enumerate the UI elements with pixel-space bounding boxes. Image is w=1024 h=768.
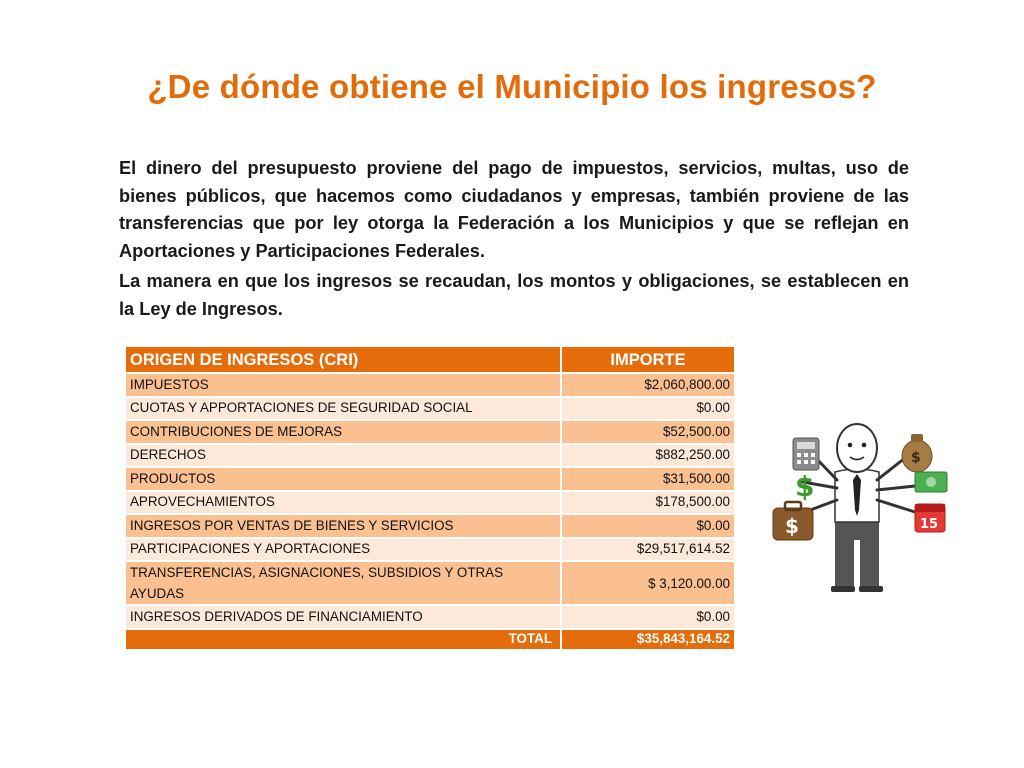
intro-paragraph: El dinero del presupuesto proviene del pago de impuestos, servicios, multas, uso de bienes públicos, que hacemos como ciudadanos y empresas, también proviene de las transferencias que por ley otorga la Federación a los Municipios y que se reflejan en Aportaciones y Participaciones Federales. <box>119 158 909 261</box>
arm-upper-right <box>877 458 905 480</box>
row-amount: $2,060,800.00 <box>562 374 734 396</box>
money-bag-icon <box>902 434 932 472</box>
row-amount: $882,250.00 <box>562 445 734 467</box>
dollar-sign-icon: $ <box>795 470 815 503</box>
total-row <box>126 630 734 649</box>
row-concept: CONTRIBUCIONES DE MEJORAS <box>126 421 560 443</box>
table-row <box>126 539 734 561</box>
row-concept: INGRESOS DERIVADOS DE FINANCIAMIENTO <box>126 606 560 628</box>
header-amount: IMPORTE <box>562 347 734 372</box>
left-leg <box>835 538 854 588</box>
svg-text:$: $ <box>785 514 799 538</box>
row-concept: APROVECHAMIENTOS <box>126 492 560 514</box>
table-row <box>126 562 734 604</box>
row-concept: TRANSFERENCIAS, ASIGNACIONES, SUBSIDIOS Y OTRAS AYUDAS <box>126 562 560 604</box>
right-shoe <box>859 586 883 592</box>
right-eye <box>862 443 867 448</box>
row-amount: $178,500.00 <box>562 492 734 514</box>
left-eye <box>848 443 853 448</box>
calendar-day: 15 <box>920 517 939 532</box>
calculator-icon <box>793 438 819 470</box>
header-origin: ORIGEN DE INGRESOS (CRI) <box>126 347 560 372</box>
row-amount: $52,500.00 <box>562 421 734 443</box>
row-concept: DERECHOS <box>126 445 560 467</box>
total-label: TOTAL <box>126 630 560 649</box>
head <box>837 424 877 472</box>
law-paragraph: La manera en que los ingresos se recaudan, los montos y obligaciones, se establecen en la Ley de Ingresos. <box>119 271 909 319</box>
row-concept: IMPUESTOS <box>126 374 560 396</box>
row-amount: $0.00 <box>562 606 734 628</box>
table-row <box>126 606 734 628</box>
row-amount: $0.00 <box>562 515 734 537</box>
table-header-row <box>126 347 734 372</box>
arm-mid-right <box>877 486 915 490</box>
briefcase-icon <box>773 502 813 540</box>
table-row <box>126 421 734 443</box>
row-amount: $ 3,120.00.00 <box>562 562 734 604</box>
arm-low-right <box>877 500 915 512</box>
right-leg <box>860 538 879 588</box>
total-amount: $35,843,164.52 <box>562 630 734 649</box>
row-concept: INGRESOS POR VENTAS DE BIENES Y SERVICIOS <box>126 515 560 537</box>
multitasking-man-illustration <box>765 400 965 600</box>
svg-text:$: $ <box>911 450 921 466</box>
left-shoe <box>831 586 855 592</box>
table-row <box>126 398 734 420</box>
table-row <box>126 445 734 467</box>
table-row <box>126 492 734 514</box>
slide-title: ¿De dónde obtiene el Municipio los ingresos? <box>147 68 877 105</box>
table-row <box>126 374 734 396</box>
row-concept: PRODUCTOS <box>126 468 560 490</box>
banknote-icon <box>915 472 947 492</box>
calendar-icon <box>915 504 945 532</box>
row-concept: CUOTAS Y APPORTACIONES DE SEGURIDAD SOCIAL <box>126 398 560 420</box>
income-table <box>124 345 736 651</box>
table-row <box>126 515 734 537</box>
row-amount: $0.00 <box>562 398 734 420</box>
row-amount: $29,517,614.52 <box>562 539 734 561</box>
row-concept: PARTICIPACIONES Y APORTACIONES <box>126 539 560 561</box>
table-row <box>126 468 734 490</box>
row-amount: $31,500.00 <box>562 468 734 490</box>
